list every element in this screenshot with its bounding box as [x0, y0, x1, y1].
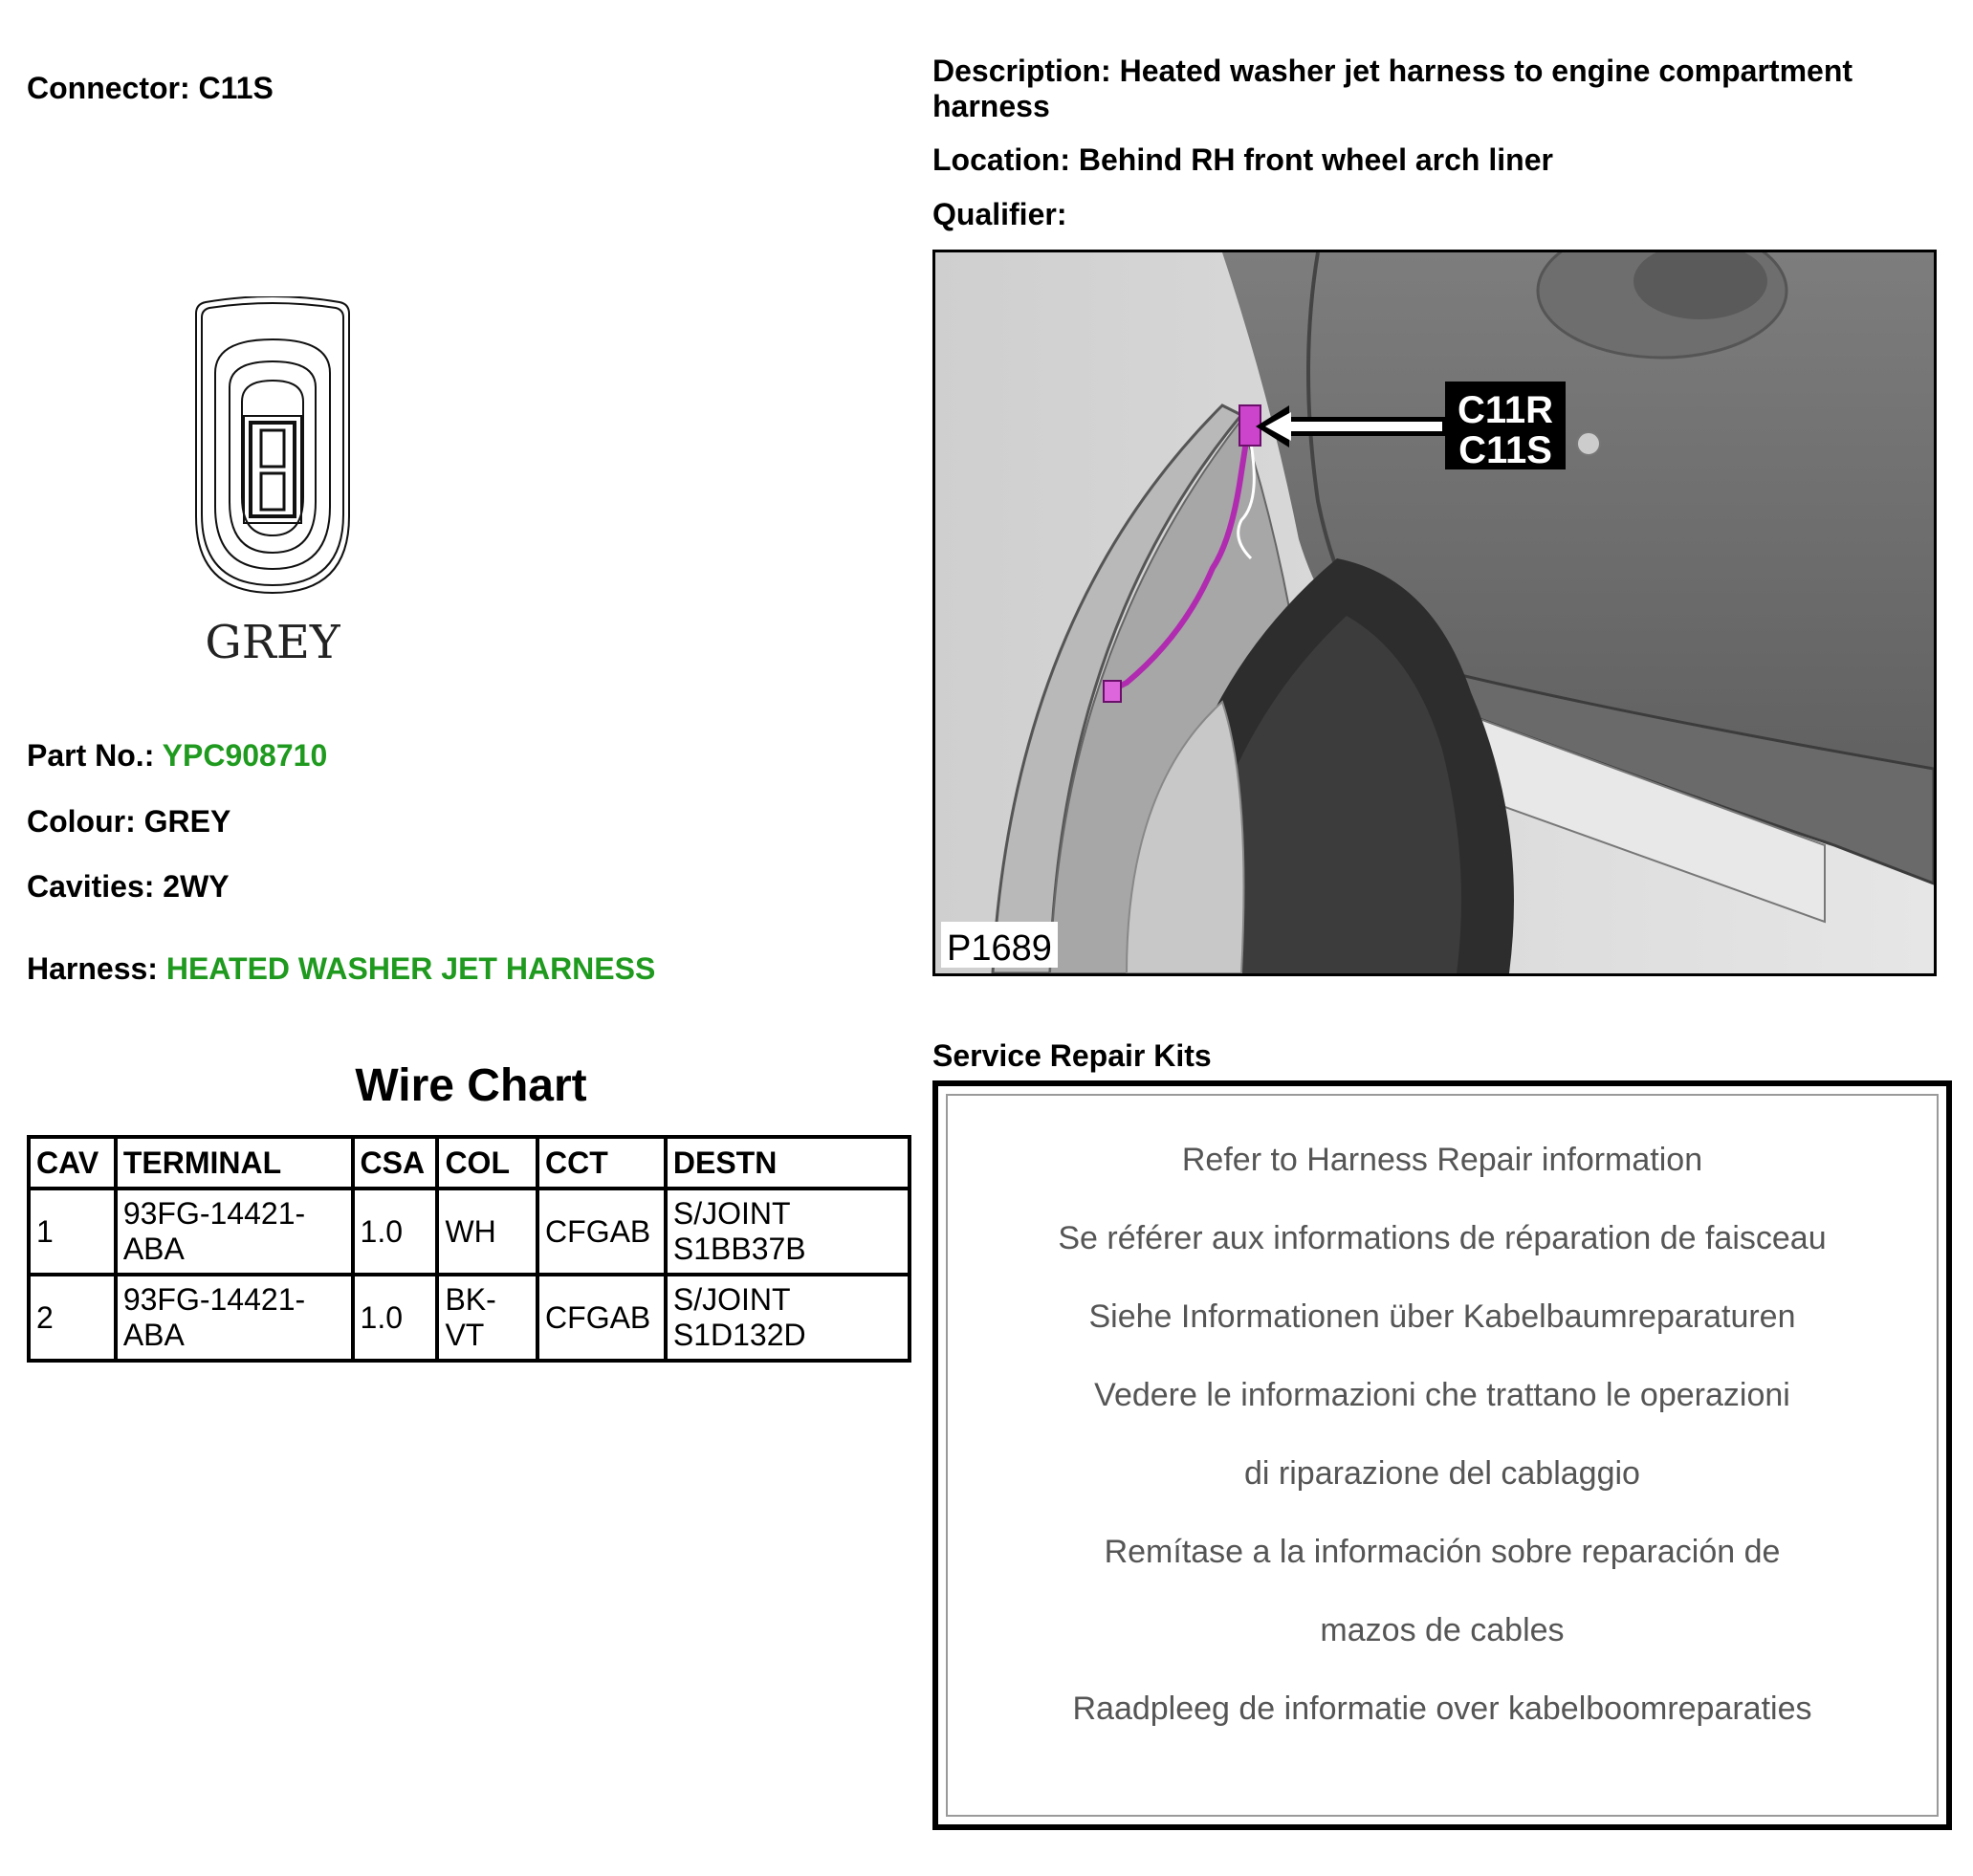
table-row: [29, 1275, 910, 1361]
cell-csa: 1.0: [353, 1275, 438, 1361]
part-no-label: Part No.:: [27, 738, 155, 773]
repair-line: Raadpleeg de informatie over kabelboomreparaties: [1072, 1691, 1812, 1727]
header-terminal: TERMINAL: [116, 1137, 353, 1189]
cavities-value: 2WY: [163, 869, 230, 904]
colour-label: Colour:: [27, 804, 136, 839]
repair-line: Se référer aux informations de réparation de faisceau: [1058, 1220, 1827, 1256]
colour-value: GREY: [143, 804, 231, 839]
header-destn: DESTN: [666, 1137, 910, 1189]
cell-cct: CFGAB: [537, 1275, 666, 1361]
harness-row: [27, 951, 655, 987]
harness-label: Harness:: [27, 951, 158, 986]
qualifier-label: Qualifier:: [932, 197, 1067, 231]
wire-chart-table: [27, 1135, 911, 1363]
location-value: Behind RH front wheel arch liner: [1078, 142, 1553, 177]
location-block: [932, 142, 1553, 178]
location-photo: [932, 250, 1937, 976]
cell-destn: S/JOINT S1BB37B: [666, 1189, 910, 1275]
part-no-row: [27, 738, 327, 774]
cell-cct: CFGAB: [537, 1189, 666, 1275]
location-label: Location:: [932, 142, 1070, 177]
description-value-line1: Heated washer jet harness to engine compartment: [1119, 54, 1853, 88]
colour-row: [27, 804, 230, 840]
table-row: [29, 1189, 910, 1275]
repair-line: Vedere le informazioni che trattano le operazioni: [1094, 1377, 1790, 1413]
repair-line: di riparazione del cablaggio: [1244, 1455, 1640, 1492]
description-value-line2: harness: [932, 89, 1050, 123]
header-cav: CAV: [29, 1137, 116, 1189]
connector-face-drawing: [186, 296, 359, 679]
connector-heading: [27, 71, 274, 106]
connector-colour-caption: GREY: [205, 616, 340, 669]
callout-c11r: C11R: [1457, 389, 1554, 431]
cell-destn: S/JOINT S1D132D: [666, 1275, 910, 1361]
repair-line: Refer to Harness Repair information: [1181, 1142, 1703, 1178]
harness-link[interactable]: HEATED WASHER JET HARNESS: [165, 951, 656, 986]
cell-cav: 2: [29, 1275, 116, 1361]
callout-c11s: C11S: [1458, 429, 1552, 471]
connector-label: Connector:: [27, 71, 190, 105]
cavities-row: [27, 869, 230, 905]
cell-csa: 1.0: [353, 1189, 438, 1275]
service-repair-kits-inner: [946, 1094, 1939, 1817]
part-no-link[interactable]: YPC908710: [162, 738, 328, 773]
repair-line: Remítase a la información sobre reparación de: [1104, 1534, 1781, 1570]
cell-cav: 1: [29, 1189, 116, 1275]
cell-terminal: 93FG-14421- ABA: [116, 1275, 353, 1361]
header-cct: CCT: [537, 1137, 666, 1189]
description-block: [932, 54, 1946, 124]
cell-col: BK- VT: [437, 1275, 537, 1361]
description-label: Description:: [932, 54, 1111, 88]
cell-col: WH: [437, 1189, 537, 1275]
header-col: COL: [437, 1137, 537, 1189]
repair-line: Siehe Informationen über Kabelbaumreparaturen: [1088, 1298, 1796, 1335]
cell-terminal: 93FG-14421- ABA: [116, 1189, 353, 1275]
cavities-label: Cavities:: [27, 869, 155, 904]
service-repair-kits-title: Service Repair Kits: [932, 1038, 1212, 1073]
connector-value: C11S: [198, 71, 274, 105]
photo-ref-label: P1689: [947, 928, 1052, 969]
header-csa: CSA: [353, 1137, 438, 1189]
service-repair-kits-box: [932, 1080, 1952, 1830]
wire-chart-title: Wire Chart: [355, 1060, 587, 1111]
wire-chart-header-row: [29, 1137, 910, 1189]
repair-line: mazos de cables: [1320, 1612, 1565, 1648]
